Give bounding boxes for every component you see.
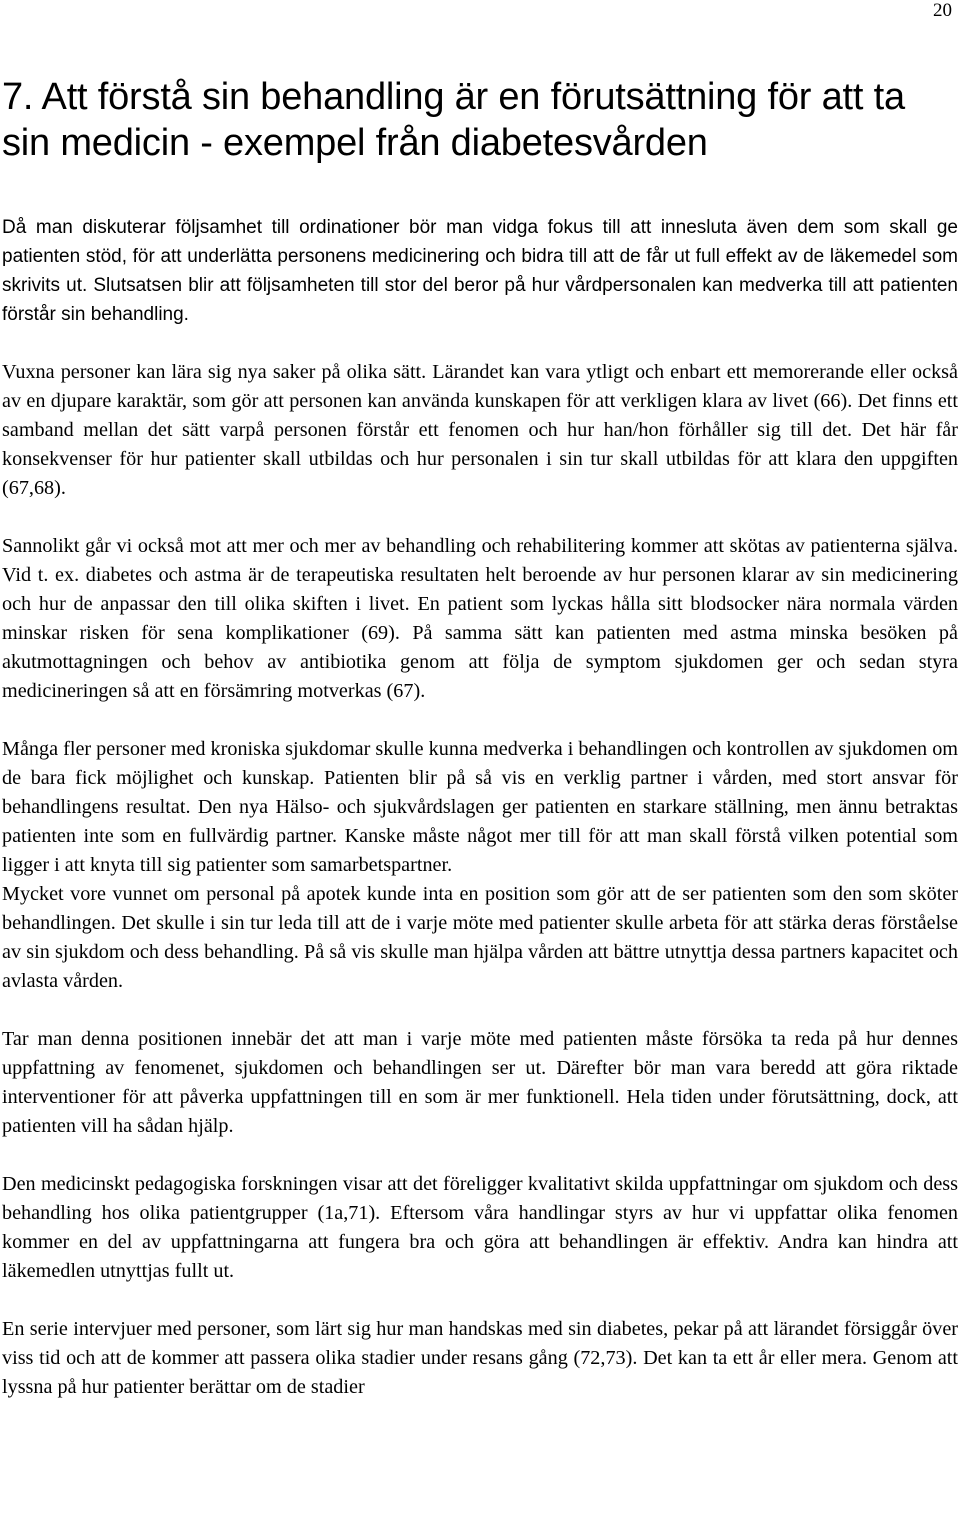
page-number: 20: [933, 0, 952, 21]
paragraph-3: Sannolikt går vi också mot att mer och mer av behandling och rehabilitering kommer att skötas av patienterna själva. Vid t. ex. diabetes och astma är de terapeutiska resultaten helt beroende av hur personen klarar av sin medicinering och hur de anpassar den till olika skiften i livet. En patient som lyckas hålla sitt blodsocker nära normala värden minskar risken för sena komplikationer (69). På samma sätt kan patienten med astma minska besöken på akutmottagningen och behov av antibiotika genom att följa de symptom sjukdomen ger och sedan styra medicineringen så att en försämring motverkas (67).: [2, 535, 958, 702]
paragraph-2: Vuxna personer kan lära sig nya saker på olika sätt. Lärandet kan vara ytligt och enbart ett memorerande eller också av en djupare karaktär, som gör att personen kan använda kunskapen för att verkligen klara av livet (66). Det finns ett samband mellan det sätt varpå personen förstår ett fenomen och hur han/hon förhåller sig till det. Det här får konsekvenser för hur patienter skall utbildas och hur personalen i sin tur skall utbildas för att klara den uppgiften (67,68).: [2, 361, 958, 499]
paragraph-7: Den medicinskt pedagogiska forskningen visar att det föreligger kvalitativt skilda uppfattningar om sjukdom och dess behandling hos olika patientgrupper (1a,71). Eftersom våra handlingar styrs av hur vi uppfattar olika fenomen kommer en del av uppfattningarna att fungera bra och göra att behandlingen är effektiv. Andra kan hindra att läkemedlen utnyttjas fullt ut.: [2, 1173, 958, 1282]
paragraph-1: Då man diskuterar följsamhet till ordinationer bör man vidga fokus till att innesluta även dem som skall ge patienten stöd, för att underlätta personens medicinering och bidra till att de får ut full effekt av de läkemedel som skrivits ut. Slutsatsen blir att följsamheten till stor del beror på hur vårdpersonalen kan medverka till att patienten förstår sin behandling.: [2, 217, 958, 325]
paragraph-4: Många fler personer med kroniska sjukdomar skulle kunna medverka i behandlingen och kontrollen av sjukdomen om de bara fick möjlighet och kunskap. Patienten blir på så vis en verklig partner i vården, med stort ansvar för behandlingens resultat. Den nya Hälso- och sjukvårdslagen ger patienten en starkare ställning, men ännu betraktas patienten inte som en fullvärdig partner. Kanske måste något mer till för att man skall förstå vilken potential som ligger i att knyta till sig patienter som samarbetspartner.: [2, 738, 958, 876]
body-text: [2, 213, 958, 1431]
paragraph-8: En serie intervjuer med personer, som lärt sig hur man handskas med sin diabetes, pekar på att lärandet försiggår över viss tid och att de kommer att passera olika stadier under resans gång (72,73). Det kan ta ett år eller mera. Genom att lyssna på hur patienter berättar om de stadier: [2, 1318, 958, 1398]
paragraph-6: Tar man denna positionen innebär det att man i varje möte med patienten måste försöka ta reda på hur dennes uppfattning av fenomenet, sjukdomen och behandlingen ser ut. Därefter bör man vara beredd att göra riktade interventioner för att påverka uppfattningen till en som är mer funktionell. Hela tiden under förutsättning, dock, att patienten vill ha sådan hjälp.: [2, 1028, 958, 1137]
section-heading: 7. Att förstå sin behandling är en förutsättning för att ta sin medicin - exempel från diabetesvården: [2, 76, 905, 164]
paragraph-5: Mycket vore vunnet om personal på apotek kunde inta en position som gör att de ser patienten som den som sköter behandlingen. Det skulle i sin tur leda till att de i varje möte med patienter skulle arbeta för att stärka deras förståelse av sin sjukdom och dess behandling. På så vis skulle man hjälpa vården att bättre utnyttja dessa partners kapacitet och avlasta vården.: [2, 883, 958, 992]
